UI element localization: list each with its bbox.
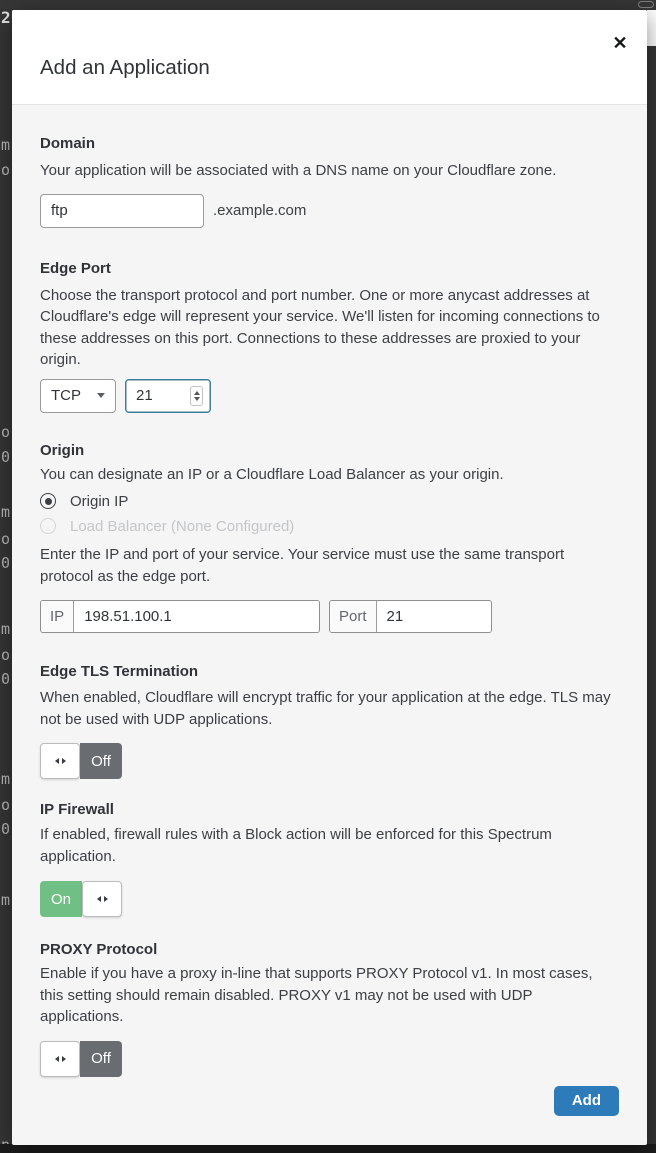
modal-header	[12, 10, 647, 105]
radio-load-balancer[interactable]	[40, 516, 619, 536]
edge-port-description: Choose the transport protocol and port number. One or more anycast addresses at Cloudflare's edge will represent your service. We'll listen for incoming connections to these addresses on this port. Connections to these addresses are proxied to your origin.	[40, 286, 600, 368]
backdrop-ui-fragment	[647, 10, 656, 46]
edge-port-row	[40, 379, 619, 413]
port-addon-label: Port	[330, 601, 377, 632]
backdrop-text-fragment: o	[1, 163, 11, 178]
ip-addon-label: IP	[41, 601, 74, 632]
edge-tls-heading: Edge TLS Termination	[40, 663, 199, 680]
chevron-down-icon	[97, 393, 105, 398]
proxy-protocol-description: Enable if you have a proxy in-line that supports PROXY Protocol v1. In most cases, this setting should remain disabled. PROXY v1 may not be used with UDP applications.	[40, 965, 593, 1025]
backdrop-text-fragment: m	[1, 772, 11, 787]
domain-description: Your application will be associated with a DNS name on your Cloudflare zone.	[40, 162, 557, 179]
edge-port-field	[125, 379, 211, 413]
backdrop-text-fragment: o	[1, 798, 11, 813]
zone-suffix-label: .example.com	[213, 202, 307, 219]
edge-tls-toggle[interactable]	[40, 743, 122, 779]
proxy-protocol-heading: PROXY Protocol	[40, 941, 158, 958]
toggle-handle-icon	[40, 1041, 80, 1077]
backdrop-text-fragment: m	[1, 622, 11, 637]
backdrop-text-fragment: o	[1, 648, 11, 663]
backdrop-bottom-strip	[0, 1144, 656, 1153]
proxy-protocol-toggle[interactable]	[40, 1041, 122, 1077]
backdrop-text-fragment: m	[1, 138, 11, 153]
modal-title: Add an Application	[40, 56, 210, 79]
origin-ip-port-note: Enter the IP and port of your service. Your service must use the same transport protocol as the edge port.	[40, 546, 565, 585]
radio-load-balancer-label: Load Balancer (None Configured)	[70, 517, 295, 535]
origin-ip-port-row	[40, 600, 619, 633]
proxy-protocol-toggle-label: Off	[80, 1041, 122, 1077]
backdrop-text-fragment: 2	[1, 10, 11, 26]
backdrop-text-fragment: o	[1, 532, 11, 547]
toggle-handle-icon	[82, 881, 122, 917]
ip-firewall-toggle[interactable]	[40, 881, 122, 917]
radio-origin-ip[interactable]	[40, 491, 619, 511]
backdrop-text-fragment: 0	[1, 672, 11, 687]
backdrop-text-fragment: m	[1, 893, 11, 908]
edge-tls-description: When enabled, Cloudflare will encrypt traffic for your application at the edge. TLS may not be used with UDP applications.	[40, 689, 611, 728]
edge-tls-toggle-label: Off	[80, 743, 122, 779]
backdrop-ui-fragment	[638, 1, 654, 8]
edge-port-heading: Edge Port	[40, 259, 111, 277]
domain-row	[40, 194, 619, 228]
backdrop-text-fragment: 0	[1, 822, 11, 837]
origin-port-field	[329, 600, 492, 633]
backdrop-text-fragment: 0	[1, 450, 11, 465]
ip-firewall-toggle-label: On	[40, 881, 82, 917]
origin-ip-field	[40, 600, 320, 633]
add-button[interactable]: Add	[554, 1086, 619, 1116]
subdomain-input[interactable]	[40, 194, 204, 228]
add-application-modal	[12, 10, 647, 1145]
origin-ip-input[interactable]	[74, 601, 319, 632]
backdrop-text-fragment: o	[1, 425, 11, 440]
origin-heading: Origin	[40, 441, 85, 459]
domain-heading: Domain	[40, 135, 96, 152]
number-stepper-icon[interactable]	[190, 386, 203, 406]
ip-firewall-heading: IP Firewall	[40, 801, 114, 818]
radio-selected-icon	[40, 493, 56, 509]
origin-port-input[interactable]	[377, 601, 491, 632]
close-icon[interactable]: ✕	[607, 30, 633, 56]
ip-firewall-description: If enabled, firewall rules with a Block action will be enforced for this Spectrum application.	[40, 826, 552, 865]
protocol-selected-value: TCP	[51, 387, 81, 404]
backdrop-text-fragment: m	[1, 505, 11, 520]
origin-description: You can designate an IP or a Cloudflare Load Balancer as your origin.	[40, 465, 504, 483]
protocol-select[interactable]	[40, 379, 116, 413]
backdrop-text-fragment: 0	[1, 556, 11, 571]
toggle-handle-icon	[40, 743, 80, 779]
radio-unselected-icon	[40, 518, 56, 534]
modal-body	[12, 134, 647, 1116]
modal-footer	[40, 1086, 619, 1116]
radio-origin-ip-label: Origin IP	[70, 492, 129, 510]
edge-port-input[interactable]	[136, 387, 190, 404]
